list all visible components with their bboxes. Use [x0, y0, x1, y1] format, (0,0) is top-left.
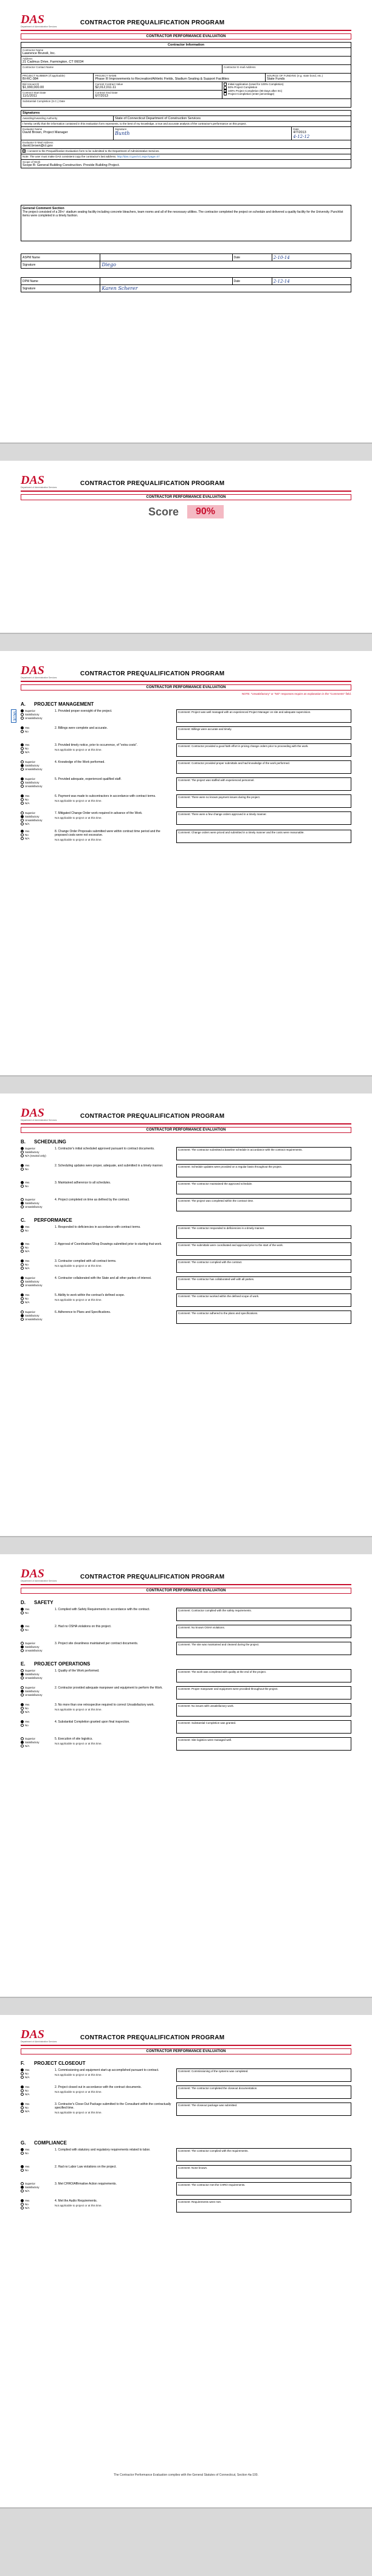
comment-c2[interactable]: Comment: The submittals were coordinated and approved prior to the start of the work. — [176, 1242, 351, 1256]
question-b4: Superior Satisfactory Unsatisfactory 4. Project completed on time as defined by the contract. Comment: The project was completed within the contract time. — [21, 1198, 351, 1211]
project-name-field[interactable]: Phase III Improvements to Recreation/Athletic Fields, Stadium Seating & Support Facilities — [95, 77, 229, 81]
question-a5: Superior Satisfactory Unsatisfactory 5. Provided adequate, experienced qualified staff. Comment: The project was staffed with experienced personnel. — [21, 777, 351, 791]
evaluator-name-field[interactable]: David Brown, Project Manager — [22, 131, 68, 134]
radio-yes[interactable]: Yes — [21, 2068, 55, 2072]
section-b-header: B. SCHEDULING — [21, 1139, 66, 1145]
radio-na[interactable]: N/A — [21, 2076, 55, 2079]
radio-superior[interactable]: Superior — [21, 1310, 55, 1314]
radio-satisfactory[interactable]: Satisfactory — [21, 1314, 55, 1318]
radio-na[interactable]: N/A — [21, 1301, 55, 1304]
project-number-field[interactable]: BI-RC-384 — [22, 77, 38, 81]
section-a-header: A. PROJECT MANAGEMENT — [21, 701, 94, 707]
contract-value-field[interactable]: $2,012,011.11 — [95, 86, 116, 89]
radio-na[interactable]: N/A — [21, 1267, 55, 1270]
authority-field[interactable]: State of Connecticut Department of Construction Services — [115, 117, 201, 120]
comment-e1[interactable]: Comment: The work was completed with quality at the end of the project. — [176, 1669, 351, 1682]
comment-c1[interactable]: Comment: The contractor responded to deficiencies in a timely manner. — [176, 1225, 351, 1239]
radio-na[interactable]: N/A — [21, 1710, 55, 1714]
comment-f1[interactable]: Comment: Commissioning of the systems was completed. — [176, 2068, 351, 2082]
question-e5: Superior Satisfactory N/A 5. Execution of site logistics. Not applicable to project or at this time. Comment: Site logistics were managed well. — [21, 1737, 351, 1751]
dpm-signature: Karen Scherer — [102, 286, 138, 291]
comment-a3[interactable]: Comment: Contractor provided a good faith effort in pricing change orders prior to proceeding with the work. — [176, 743, 351, 757]
general-comment-box[interactable]: General Comment Section The project consisted of a 28+/- stadium seating facility including concrete bleachers, team rooms and all of the necessary utilities. The contractor completed the project on schedule and delivered a quality facility for the University. Punchlist items were completed in a timely fashion. — [21, 205, 351, 241]
radio-unsatisfactory[interactable]: Unsatisfactory — [21, 1318, 55, 1321]
contact-email-field[interactable] — [224, 69, 350, 72]
contractor-name-field[interactable]: Lawrence Brunoli, Inc. — [22, 52, 56, 55]
comment-a2[interactable]: Comment: Billings were accurate and timely. — [176, 726, 351, 740]
contractor-info-title: Contractor Information — [21, 43, 351, 48]
approval-table: ASPM Name Date 2-10-14 Signature Diego — [21, 253, 351, 269]
substantial-date-field[interactable] — [22, 103, 350, 106]
radio-na[interactable]: N/A — [21, 751, 55, 754]
comment-b2[interactable]: Comment: Schedule updates were provided on a regular basis throughout the project. — [176, 1164, 351, 1177]
radio-superior[interactable]: Superior — [21, 709, 55, 713]
comment-e5[interactable]: Comment: Site logistics were managed well. — [176, 1737, 351, 1751]
question-c5: Yes No N/A 5. Ability to work within the contract's defined scope. Not applicable to project or at this time. Comment: The contractor worked within the defined scope of work. — [21, 1293, 351, 1307]
radio-unsatisfactory[interactable]: Unsatisfactory — [21, 819, 55, 822]
radio-superior[interactable]: Superior — [21, 760, 55, 764]
option-initial[interactable]: Initial Application (Used for 100% Completion) — [224, 83, 350, 86]
radio-unsatisfactory[interactable]: Unsatisfactory — [21, 1649, 55, 1653]
contact-name-field[interactable] — [22, 69, 221, 72]
das-logo: DAS Department of Administrative Services — [21, 1567, 57, 1582]
comment-d1[interactable]: Comment: Contractor complied with the safety requirements. — [176, 1608, 351, 1621]
radio-superior[interactable]: Superior — [21, 777, 55, 781]
radio-no[interactable]: No — [21, 1724, 55, 1727]
radio-no[interactable]: No — [21, 1168, 55, 1171]
comment-g4[interactable]: Comment: Requirements were met. — [176, 2199, 351, 2213]
radio-no[interactable]: No — [21, 1263, 55, 1267]
radio-no[interactable]: No — [21, 1185, 55, 1188]
question-d1: Yes No 1. Complied with Safety Requirements in accordance with the contract. Comment: Contractor complied with the safety requirements. — [21, 1608, 351, 1621]
comment-e4[interactable]: Comment: Substantial Completion was granted. — [176, 1720, 351, 1734]
comment-c5[interactable]: Comment: The contractor worked within the defined scope of work. — [176, 1293, 351, 1307]
comment-a7[interactable]: Comment: There were a few change orders approved in a timely manner. — [176, 811, 351, 825]
handwritten-date: 4-12-12 — [293, 134, 310, 139]
radio-yes[interactable]: Yes — [21, 2085, 55, 2089]
radio-satisfactory[interactable]: Satisfactory — [21, 1741, 55, 1744]
radio-yes[interactable]: Yes — [21, 2165, 55, 2169]
question-c4: Superior Satisfactory Unsatisfactory 4. Contractor collaborated with the State and all other parties of interest. Comment: The contractor has collaborated well with all parties. — [21, 1276, 351, 1290]
radio-no[interactable]: No — [21, 2169, 55, 2172]
comment-b4[interactable]: Comment: The project was completed within the contract time. — [176, 1198, 351, 1211]
question-c1: Yes No 1. Responded to deficiencies in accordance with contract terms. Comment: The contractor responded to deficiencies in a timely manner. — [21, 1225, 351, 1239]
radio-superior[interactable]: Superior — [21, 1276, 55, 1280]
question-b2: Yes No 2. Scheduling updates were proper, adequate, and submitted in a timely manner. Comment: Schedule updates were provided on a regular basis throughout the project. — [21, 1164, 351, 1177]
question-d2: Yes No 2. Had no OSHA violations on this project. Comment: No known OSHA violations. — [21, 1625, 351, 1638]
unsatisfactory-note: NOTE: "Unsatisfactory" or "NO" responses require an explanation in the "Comments" field. — [241, 692, 351, 695]
radio-yes[interactable]: Yes — [21, 1608, 55, 1611]
radio-no[interactable]: No — [21, 1611, 55, 1615]
section-g-header: G. COMPLIANCE — [21, 2140, 67, 2146]
comment-f2[interactable]: Comment: The contractor completed the closeout documentation. — [176, 2085, 351, 2099]
comment-g2[interactable]: Comment: None known. — [176, 2165, 351, 2178]
radio-yes[interactable]: Yes — [21, 1259, 55, 1263]
radio-no[interactable]: No — [21, 2072, 55, 2076]
page-2: DAS Department of Administrative Services CONTRACTOR PREQUALIFICATION PROGRAM CONTRACTOR PERFORMANCE EVALUATION Score 90% — [0, 461, 372, 634]
comment-e3[interactable]: Comment: No issues with unsatisfactory work. — [176, 1703, 351, 1717]
funding-field[interactable]: State Funds — [266, 77, 285, 81]
radio-superior[interactable]: Superior — [21, 811, 55, 815]
das-logo: DAS Department of Administrative Services — [21, 474, 57, 489]
radio-unsatisfactory[interactable]: Unsatisfactory — [21, 1676, 55, 1680]
contractor-info-table: Contractor Information Contractor Name Lawrence Brunoli, Inc. Address 21 Cadmus Drive, Farmington, CT 06034 Contractor Contact Name Contractor E-mail Address PROJECT NUMBER (If applicable) BI-RC-384 PROJECT NAME Phase III Improvements to Recreation/Athletic Fields, Stadium Seating & Support Facilities SOURCE OF FUNDING (e.g. state bond, etc.) State Funds Bid Amount $ $1,990,000.00 Current Contract Value $2,012,011.11 Initial Application (Used for 100% Completion) 50% Project Completion ✕ 100% Project Completion (90 Days after SC) Project Completion (enter percentage) Contract Start Date 11/1/2011 Contract End Date 6/7/2013 Substantial Completion (S.C.) Date — [21, 42, 351, 108]
comment-c6[interactable]: Comment: The contractor adhered to the plans and specifications. — [176, 1310, 351, 1324]
comment-b1[interactable]: Comment: The contractor submitted a baseline schedule in accordance with the contract requirements. — [176, 1147, 351, 1160]
radio-superior[interactable]: Superior — [21, 1686, 55, 1690]
radio-yes[interactable]: Yes — [21, 1164, 55, 1168]
radio-no[interactable]: No — [21, 798, 55, 802]
checkbox-checked-icon: ✕ — [224, 89, 227, 92]
radio-na[interactable]: N/A — [21, 822, 55, 826]
radio-na[interactable]: N/A — [21, 1250, 55, 1253]
radio-no[interactable]: No — [21, 1628, 55, 1632]
comment-b3[interactable]: Comment: The contractor maintained the approved schedule. — [176, 1181, 351, 1194]
radio-yes[interactable]: Yes — [21, 1293, 55, 1297]
score-panel — [21, 505, 351, 518]
radio-na[interactable]: N/A (neutral only) — [21, 1154, 55, 1158]
radio-yes[interactable]: Yes — [21, 1625, 55, 1628]
page-6: DAS Department of Administrative Services CONTRACTOR PREQUALIFICATION PROGRAM CONTRACTOR PERFORMANCE EVALUATION F. PROJECT CLOSEOUT Yes No N/A 1. Commissioning and equipment start-up accomplished pursuant to contract. Not applicable to project or at this time. Comment: Commissioning of the systems was completed. Yes No N/A 2. Project closed out in accordance with the contract documents. Not applicable to project or at this time. Comment: The contractor completed the closeout documentation. Yes No N/A 3. Contractor's Close-Out Package submitted to the Consultant within the contractually specified time. Not applicable to project or at this time. Comment: The closeout package was submitted. G. COMPLIANCE Yes No 1. Complied with statutory and regulatory requirements related to labor. Comment: The contractor complied with the requirements. Yes No 2. Had no Labor Law violations on the project. Comment: None known. Superior Satisfactory N/A 3. Met CHRO/Affirmative Action requirements. Comment: The contractor met the CHRO requirements. Yes No N/A 4. Met the Audio Requirements. Not applicable to project or at this time. Comment: Requirements were met. The Contractor Performance Evaluation complies with the General Statutes of Connecticut, Section 4a-100. — [0, 2015, 372, 2509]
radio-na[interactable]: N/A — [21, 1744, 55, 1748]
question-g3: Superior Satisfactory N/A 3. Met CHRO/Affirmative Action requirements. Comment: The contractor met the CHRO requirements. — [21, 2182, 351, 2195]
radio-yes[interactable]: Yes — [21, 830, 55, 833]
dpm-date: 2-12-14 — [273, 278, 290, 284]
page-header — [21, 11, 351, 28]
question-e2: Superior Satisfactory Unsatisfactory 2. Contractor provided adequate manpower and equipment to perform the Work. Comment: Proper manpower and equipment were provided throughout the project. — [21, 1686, 351, 1700]
radio-na[interactable]: N/A — [21, 837, 55, 841]
radio-satisfactory[interactable]: Satisfactory — [21, 764, 55, 768]
comment-a4[interactable]: Comment: Contractor provided proper submittals and had knowledge of the work performed. — [176, 760, 351, 774]
radio-satisfactory[interactable]: Satisfactory — [21, 815, 55, 819]
option-percentage[interactable]: Project Completion (enter percentage) — [224, 92, 350, 95]
radio-satisfactory[interactable]: Satisfactory — [21, 1151, 55, 1154]
certify-statement: I hereby certify that the information contained in this evaluation form represents, to the best of my knowledge, a true and accurate analysis of the contractor's performance on this project. — [21, 122, 351, 127]
comment-a8[interactable]: Comment: Change orders were priced and submitted in a timely manner and the costs were reasonable. — [176, 830, 351, 843]
section-e-header: E. PROJECT OPERATIONS — [21, 1661, 91, 1667]
header-rule — [21, 30, 351, 31]
radio-satisfactory[interactable]: Satisfactory — [21, 1673, 55, 1676]
aspm-signature: Diego — [102, 262, 116, 267]
radio-unsatisfactory[interactable]: Unsatisfactory — [21, 768, 55, 771]
program-title: CONTRACTOR PREQUALIFICATION PROGRAM — [80, 19, 225, 26]
radio-unsatisfactory[interactable]: Unsatisfactory — [21, 1205, 55, 1209]
radio-no[interactable]: No — [21, 2106, 55, 2110]
radio-na[interactable]: N/A — [21, 2189, 55, 2193]
comment-d2[interactable]: Comment: No known OSHA violations. — [176, 1625, 351, 1638]
radio-unsatisfactory[interactable]: Unsatisfactory — [21, 717, 55, 720]
form-subtitle: CONTRACTOR PERFORMANCE EVALUATION — [21, 33, 351, 40]
question-g1: Yes No 1. Complied with statutory and regulatory requirements related to labor. Comment: The contractor complied with the requirements. — [21, 2148, 351, 2161]
radio-superior[interactable]: Superior — [21, 1669, 55, 1673]
comment-a6[interactable]: Comment: There were no known payment issues during the project. — [176, 794, 351, 808]
evaluator-signature: Bunth — [115, 131, 130, 136]
das-logo: DAS Department of Administrative Services — [21, 13, 57, 28]
radio-na[interactable]: N/A — [21, 802, 55, 805]
aspm-date: 2-10-14 — [273, 255, 290, 260]
comment-d3[interactable]: Comment: The site was maintained and cleaned during the project. — [176, 1642, 351, 1655]
question-c3: Yes No N/A 3. Contractor complied with all contract terms. Not applicable to project or at this time. Comment: The contractor complied with the contract. — [21, 1259, 351, 1273]
section-d-header: D. SAFETY — [21, 1600, 53, 1605]
das-logo: DAS Department of Administrative Services — [21, 664, 57, 679]
page-4: DAS Department of Administrative Services CONTRACTOR PREQUALIFICATION PROGRAM CONTRACTOR PERFORMANCE EVALUATION B. SCHEDULING Superior Satisfactory N/A (neutral only) 1. Contractor's initial scheduled approved pursuant to contract documents. Comment: The contractor submitted a baseline schedule in accordance with the contract requirements. Yes No 2. Scheduling updates were proper, adequate, and submitted in a timely manner. Comment: Schedule updates were provided on a regular basis throughout the project. Yes No 3. Maintained adherence to all schedules. Comment: The contractor maintained the approved schedule. Superior Satisfactory Unsatisfactory 4. Project completed on time as defined by the contract. Comment: The project was completed within the contract time. C. PERFORMANCE Yes No 1. Responded to deficiencies in accordance with contract terms. Comment: The contractor responded to deficiencies in a timely manner. Yes No N/A 2. Approval of Coordination/Shop Drawings submitted prior to starting that work. Comment: The submittals were coordinated and approved prior to the start of the work. Yes No N/A 3. Contractor complied with all contract terms. Not applicable to project or at this time. Comment: The contractor complied with the contract. Superior Satisfactory Unsatisfactory 4. Contractor collaborated with the State and all other parties of interest. Comment: The contractor has collaborated well with all parties. Yes No N/A 5. Ability to work within the contract's defined scope. Not applicable to project or at this time. Comment: The contractor worked within the defined scope of work. Superior Satisfactory Unsatisfactory 6. Adherence to Plans and Specifications. Comment: The contractor adhered to the plans and specifications. — [0, 1093, 372, 1537]
comment-g1[interactable]: Comment: The contractor complied with the requirements. — [176, 2148, 351, 2161]
radio-satisfactory[interactable]: Satisfactory — [21, 1202, 55, 1205]
question-a1: VALUE Superior Satisfactory Unsatisfactory 1. Provided proper oversight of the project. Comment: Project was well managed with an experienced Project Manager on site and adequate supervision. — [21, 709, 351, 723]
dpm-name-field[interactable] — [100, 278, 232, 285]
consent-checkbox[interactable]: ✕ — [23, 150, 26, 153]
radio-no[interactable]: No — [21, 2152, 55, 2155]
page-1 — [0, 0, 372, 444]
question-a6: Yes No N/A 6. Payment was made to subcontractors in accordance with contract terms. Not applicable to project or at this time. Comment: There were no known payment issues during the project. — [21, 794, 351, 808]
radio-satisfactory[interactable]: Satisfactory — [21, 713, 55, 717]
question-f3: Yes No N/A 3. Contractor's Close-Out Package submitted to the Consultant within the contractually specified time. Not applicable to project or at this time. Comment: The closeout package was submitted. — [21, 2102, 351, 2116]
bid-amount-field[interactable]: $1,990,000.00 — [22, 86, 44, 89]
radio-unsatisfactory[interactable]: Unsatisfactory — [21, 1693, 55, 1697]
question-f1: Yes No N/A 1. Commissioning and equipment start-up accomplished pursuant to contract. Not applicable to project or at this time. Comment: Commissioning of the systems was completed. — [21, 2068, 351, 2082]
radio-yes[interactable]: Yes — [21, 2199, 55, 2203]
question-e1: Superior Satisfactory Unsatisfactory 1. Quality of the Work performed. Comment: The work was completed with quality at the end of the project. — [21, 1669, 351, 1682]
question-e3: Yes No N/A 3. No more than one retrospective required to correct Unsatisfactory work. Not applicable to project or at this time. Comment: No issues with unsatisfactory work. — [21, 1703, 351, 1717]
radio-yes[interactable]: Yes — [21, 1225, 55, 1229]
radio-no[interactable]: No — [21, 2089, 55, 2093]
radio-superior[interactable]: Superior — [21, 1147, 55, 1151]
radio-yes[interactable]: Yes — [21, 2148, 55, 2152]
option-50-percent[interactable]: 50% Project Completion — [224, 86, 350, 89]
comment-g3[interactable]: Comment: The contractor met the CHRO requirements. — [176, 2182, 351, 2195]
radio-no[interactable]: No — [21, 747, 55, 751]
radio-satisfactory[interactable]: Satisfactory — [21, 1280, 55, 1284]
page-footer: The Contractor Performance Evaluation complies with the General Statutes of Connecticut, Section 4a-100. — [114, 2473, 258, 2477]
option-100-percent[interactable]: ✕ 100% Project Completion (90 Days after SC) — [224, 89, 283, 92]
evaluator-date-field[interactable]: 4/7/2013 — [293, 131, 306, 134]
question-b3: Yes No 3. Maintained adherence to all schedules. Comment: The contractor maintained the approved schedule. — [21, 1181, 351, 1194]
address-field[interactable]: 21 Cadmus Drive, Farmington, CT 06034 — [22, 60, 84, 64]
radio-satisfactory[interactable]: Satisfactory — [21, 1690, 55, 1693]
program-title: CONTRACTOR PREQUALIFICATION PROGRAM — [80, 480, 225, 487]
radio-superior[interactable]: Superior — [21, 1737, 55, 1741]
radio-satisfactory[interactable]: Satisfactory — [21, 2186, 55, 2189]
note-link[interactable]: http://das.ct.gov/cr1.aspx?page=47 — [117, 155, 160, 158]
dpm-table: DPM Name Date 2-12-14 Signature Karen Scherer — [21, 277, 351, 292]
radio-superior[interactable]: Superior — [21, 2182, 55, 2186]
radio-yes[interactable]: Yes — [21, 1181, 55, 1185]
question-d3: Superior Satisfactory Unsatisfactory 3. Project site cleanliness maintained per contract documents. Comment: The site was maintained and cleaned during the project. — [21, 1642, 351, 1655]
checkbox-icon — [224, 86, 227, 89]
radio-yes[interactable]: Yes — [21, 1242, 55, 1246]
comment-c3[interactable]: Comment: The contractor complied with the contract. — [176, 1259, 351, 1273]
section-c-header: C. PERFORMANCE — [21, 1217, 72, 1223]
general-comment-text: The project consisted of a 28+/- stadium seating facility including concrete bleachers, team rooms and all of the necessary utilities. The contractor completed the project on schedule and delivered a quality facility for the University. Punchlist items were completed in a timely fashion. — [22, 210, 343, 218]
comment-a1[interactable]: Comment: Project was well managed with an experienced Project Manager on site and adequate supervision. — [176, 709, 351, 723]
radio-superior[interactable]: Superior — [21, 1642, 55, 1645]
radio-no[interactable]: No — [21, 1229, 55, 1233]
radio-satisfactory[interactable]: Satisfactory — [21, 781, 55, 785]
radio-no[interactable]: No — [21, 1246, 55, 1250]
radio-na[interactable]: N/A — [21, 2206, 55, 2210]
question-f2: Yes No N/A 2. Project closed out in accordance with the contract documents. Not applicable to project or at this time. Comment: The contractor completed the closeout documentation. — [21, 2085, 351, 2099]
comment-a5[interactable]: Comment: The project was staffed with experienced personnel. — [176, 777, 351, 791]
radio-no[interactable]: No — [21, 2203, 55, 2206]
radio-na[interactable]: N/A — [21, 2093, 55, 2096]
radio-yes[interactable]: Yes — [21, 794, 55, 798]
radio-yes[interactable]: Yes — [21, 743, 55, 747]
start-date-field[interactable]: 11/1/2011 — [22, 94, 37, 98]
comment-e2[interactable]: Comment: Proper manpower and equipment were provided throughout the project. — [176, 1686, 351, 1700]
radio-no[interactable]: No — [21, 1707, 55, 1710]
evaluator-email-field[interactable]: david.brown@ct.gov — [22, 144, 53, 148]
score-label: Score — [148, 505, 179, 518]
radio-yes[interactable]: Yes — [21, 726, 55, 730]
signatures-table: Signatures Awarding/Awarding Authority State of Connecticut Department of Construction Services I hereby certify that the information contained in this evaluation form represents, to the best of my knowledge, a true and accurate analysis of the contractor's performance on this project. Evaluator Name David Brown, Project Manager Signature Bunth Date 4/7/2013 4-12-12 Evaluator E-Mail Address david.brown@ct.gov ✕ I consent to the Prequalification Evaluation form to be submitted to the Department of Administrative Services. Note: The user must make DAS consistent copy the contractor's last address. http://das.ct.gov/cr1.aspx?page=47 Scope of Work Scope B: General Building Construction. Provide Building Project. — [21, 110, 351, 168]
section-f-header: F. PROJECT CLOSEOUT — [21, 2061, 86, 2066]
question-e4: Yes No 4. Substantial Completion granted upon final inspection. Comment: Substantial Completion was granted. — [21, 1720, 351, 1734]
question-a8: Yes No N/A 8. Change Order Proposals submitted were within contract time period and the proposed costs were not excessive. Not applicable to project or at this time. Comment: Change orders were priced and submitted in a timely manner and the costs were reasonable. — [21, 830, 351, 843]
radio-unsatisfactory[interactable]: Unsatisfactory — [21, 1284, 55, 1287]
question-b1: Superior Satisfactory N/A (neutral only) 1. Contractor's initial scheduled approved pursuant to contract documents. Comment: The contractor submitted a baseline schedule in accordance with the contract requirements. — [21, 1147, 351, 1160]
end-date-field[interactable]: 6/7/2013 — [95, 94, 108, 98]
question-a3: Yes No N/A 3. Provided timely notice, prior to occurrence, of "extra costs". Not applicable to project or at this time. Comment: Contractor provided a good faith effort in pricing change orders prior to proceeding with the work. — [21, 743, 351, 757]
radio-no[interactable]: No — [21, 833, 55, 837]
page-3: DAS Department of Administrative Services CONTRACTOR PREQUALIFICATION PROGRAM CONTRACTOR PERFORMANCE EVALUATION NOTE: "Unsatisfactory" or "NO" responses require an explanation in the "Comments" field. A. PROJECT MANAGEMENT VALUE Superior Satisfactory Unsatisfactory 1. Provided proper oversight of the project. Comment: Project was well managed with an experienced Project Manager on site and adequate supervision. Yes No 2. Billings were complete and accurate. Comment: Billings were accurate and timely. Yes No N/A 3. Provided timely notice, prior to occurrence, of "extra costs". Not applicable to project or at this time. Comment: Contractor provided a good faith effort in pricing change orders prior to proceeding with the work. Superior Satisfactory Unsatisfactory 4. Knowledge of the Work performed. Comment: Contractor provided proper submittals and had knowledge of the work performed. Superior Satisfactory Unsatisfactory 5. Provided adequate, experienced qualified staff. Comment: The project was staffed with experienced personnel. Yes No N/A 6. Payment was made to subcontractors in accordance with contract terms. Not applicable to project or at this time. Comment: There were no known payment issues during the project. Superior Satisfactory Unsatisfactory N/A 7. Mitigated Change Order work required in advance of the Work. Not applicable to project or at this time. Comment: There were a few change orders approved in a timely manner. Yes No N/A 8. Change Order Proposals submitted were within contract time period and the proposed costs were not excessive. Not applicable to project or at this time. Comment: Change orders were priced and submitted in a timely manner and the costs were reasonable. — [0, 651, 372, 1076]
question-c6: Superior Satisfactory Unsatisfactory 6. Adherence to Plans and Specifications. Comment: The contractor adhered to the plans and specifications. — [21, 1310, 351, 1324]
radio-satisfactory[interactable]: Satisfactory — [21, 1645, 55, 1649]
radio-yes[interactable]: Yes — [21, 1720, 55, 1724]
question-g4: Yes No N/A 4. Met the Audio Requirements. Not applicable to project or at this time. Comment: Requirements were met. — [21, 2199, 351, 2213]
radio-yes[interactable]: Yes — [21, 2102, 55, 2106]
question-a2: Yes No 2. Billings were complete and accurate. Comment: Billings were accurate and timely. — [21, 726, 351, 740]
aspm-name-field[interactable] — [100, 254, 232, 261]
question-a4: Superior Satisfactory Unsatisfactory 4. Knowledge of the Work performed. Comment: Contractor provided proper submittals and had knowledge of the work performed. — [21, 760, 351, 774]
radio-yes[interactable]: Yes — [21, 1703, 55, 1707]
value-tag: VALUE — [11, 709, 16, 723]
radio-no[interactable]: No — [21, 1297, 55, 1301]
page-5: DAS Department of Administrative Services CONTRACTOR PREQUALIFICATION PROGRAM CONTRACTOR PERFORMANCE EVALUATION D. SAFETY Yes No 1. Complied with Safety Requirements in accordance with the contract. Comment: Contractor complied with the safety requirements. Yes No 2. Had no OSHA violations on this project. Comment: No known OSHA violations. Superior Satisfactory Unsatisfactory 3. Project site cleanliness maintained per contract documents. Comment: The site was maintained and cleaned during the project. E. PROJECT OPERATIONS Superior Satisfactory Unsatisfactory 1. Quality of the Work performed. Comment: The work was completed with quality at the end of the project. Superior Satisfactory Unsatisfactory 2. Contractor provided adequate manpower and equipment to perform the Work. Comment: Proper manpower and equipment were provided throughout the project. Yes No N/A 3. No more than one retrospective required to correct Unsatisfactory work. Not applicable to project or at this time. Comment: No issues with unsatisfactory work. Yes No 4. Substantial Completion granted upon final inspection. Comment: Substantial Completion was granted. Superior Satisfactory N/A 5. Execution of site logistics. Not applicable to project or at this time. Comment: Site logistics were managed well. — [0, 1554, 372, 1998]
radio-superior[interactable]: Superior — [21, 1198, 55, 1202]
das-logo: DAS Department of Administrative Services — [21, 2028, 57, 2043]
das-logo: DAS Department of Administrative Services — [21, 1106, 57, 1121]
radio-unsatisfactory[interactable]: Unsatisfactory — [21, 785, 55, 788]
question-a7: Superior Satisfactory Unsatisfactory N/A 7. Mitigated Change Order work required in advance of the Work. Not applicable to project or at this time. Comment: There were a few change orders approved in a timely manner. — [21, 811, 351, 826]
score-value: 90% — [187, 505, 224, 518]
scope-field[interactable]: Scope B: General Building Construction. Provide Building Project. — [22, 164, 120, 167]
question-c2: Yes No N/A 2. Approval of Coordination/Shop Drawings submitted prior to starting that work. Comment: The submittals were coordinated and approved prior to the start of the work. — [21, 1242, 351, 1256]
radio-na[interactable]: N/A — [21, 2110, 55, 2113]
question-g2: Yes No 2. Had no Labor Law violations on the project. Comment: None known. — [21, 2165, 351, 2178]
checkbox-icon — [224, 92, 227, 95]
radio-no[interactable]: No — [21, 730, 55, 734]
comment-c4[interactable]: Comment: The contractor has collaborated well with all parties. — [176, 1276, 351, 1290]
comment-f3[interactable]: Comment: The closeout package was submitted. — [176, 2102, 351, 2116]
